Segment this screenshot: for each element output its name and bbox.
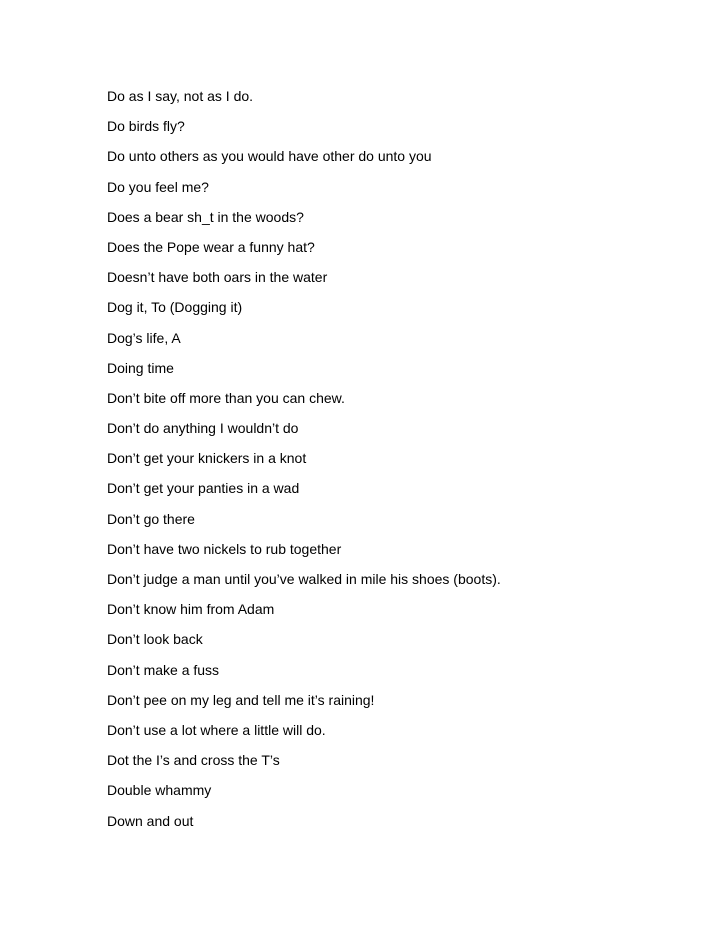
- phrase-item: Do as I say, not as I do.: [107, 88, 254, 104]
- phrase-item: Does the Pope wear a funny hat?: [107, 238, 315, 255]
- phrase-item: Don’t use a lot where a little will do.: [107, 721, 326, 738]
- phrase-item: Doesn’t have both oars in the water: [107, 269, 328, 286]
- phrase-item: Don’t have two nickels to rub together: [107, 540, 342, 557]
- phrase-item: Don’t look back: [107, 631, 203, 648]
- phrase-item: Do birds fly?: [107, 118, 185, 135]
- phrase-item: Don’t get your knickers in a knot: [107, 450, 307, 467]
- phrase-item: Don’t make a fuss: [107, 661, 220, 678]
- phrase-item: Don’t judge a man until you’ve walked in mile his shoes (boots).: [107, 571, 501, 587]
- phrase-item: Dog it, To (Dogging it): [107, 299, 243, 316]
- phrase-item: Don’t go there: [107, 510, 195, 527]
- phrase-item: Don’t know him from Adam: [107, 601, 275, 618]
- phrase-list: [107, 86, 501, 841]
- phrase-item: Don’t get your panties in a wad: [107, 480, 300, 497]
- phrase-item: Don’t pee on my leg and tell me it’s raining!: [107, 691, 375, 708]
- phrase-item: Double whammy: [107, 782, 212, 799]
- phrase-item: Doing time: [107, 359, 174, 376]
- phrase-item: Do unto others as you would have other do unto you: [107, 148, 432, 165]
- phrase-item: Dot the I’s and cross the T’s: [107, 752, 280, 769]
- phrase-item: Does a bear sh_t in the woods?: [107, 208, 304, 225]
- phrase-item: Don’t do anything I wouldn’t do: [107, 420, 299, 437]
- phrase-item: Do you feel me?: [107, 178, 209, 195]
- phrase-item: Don’t bite off more than you can chew.: [107, 389, 345, 406]
- phrase-item: Down and out: [107, 812, 194, 829]
- phrase-item: Dog’s life, A: [107, 329, 181, 346]
